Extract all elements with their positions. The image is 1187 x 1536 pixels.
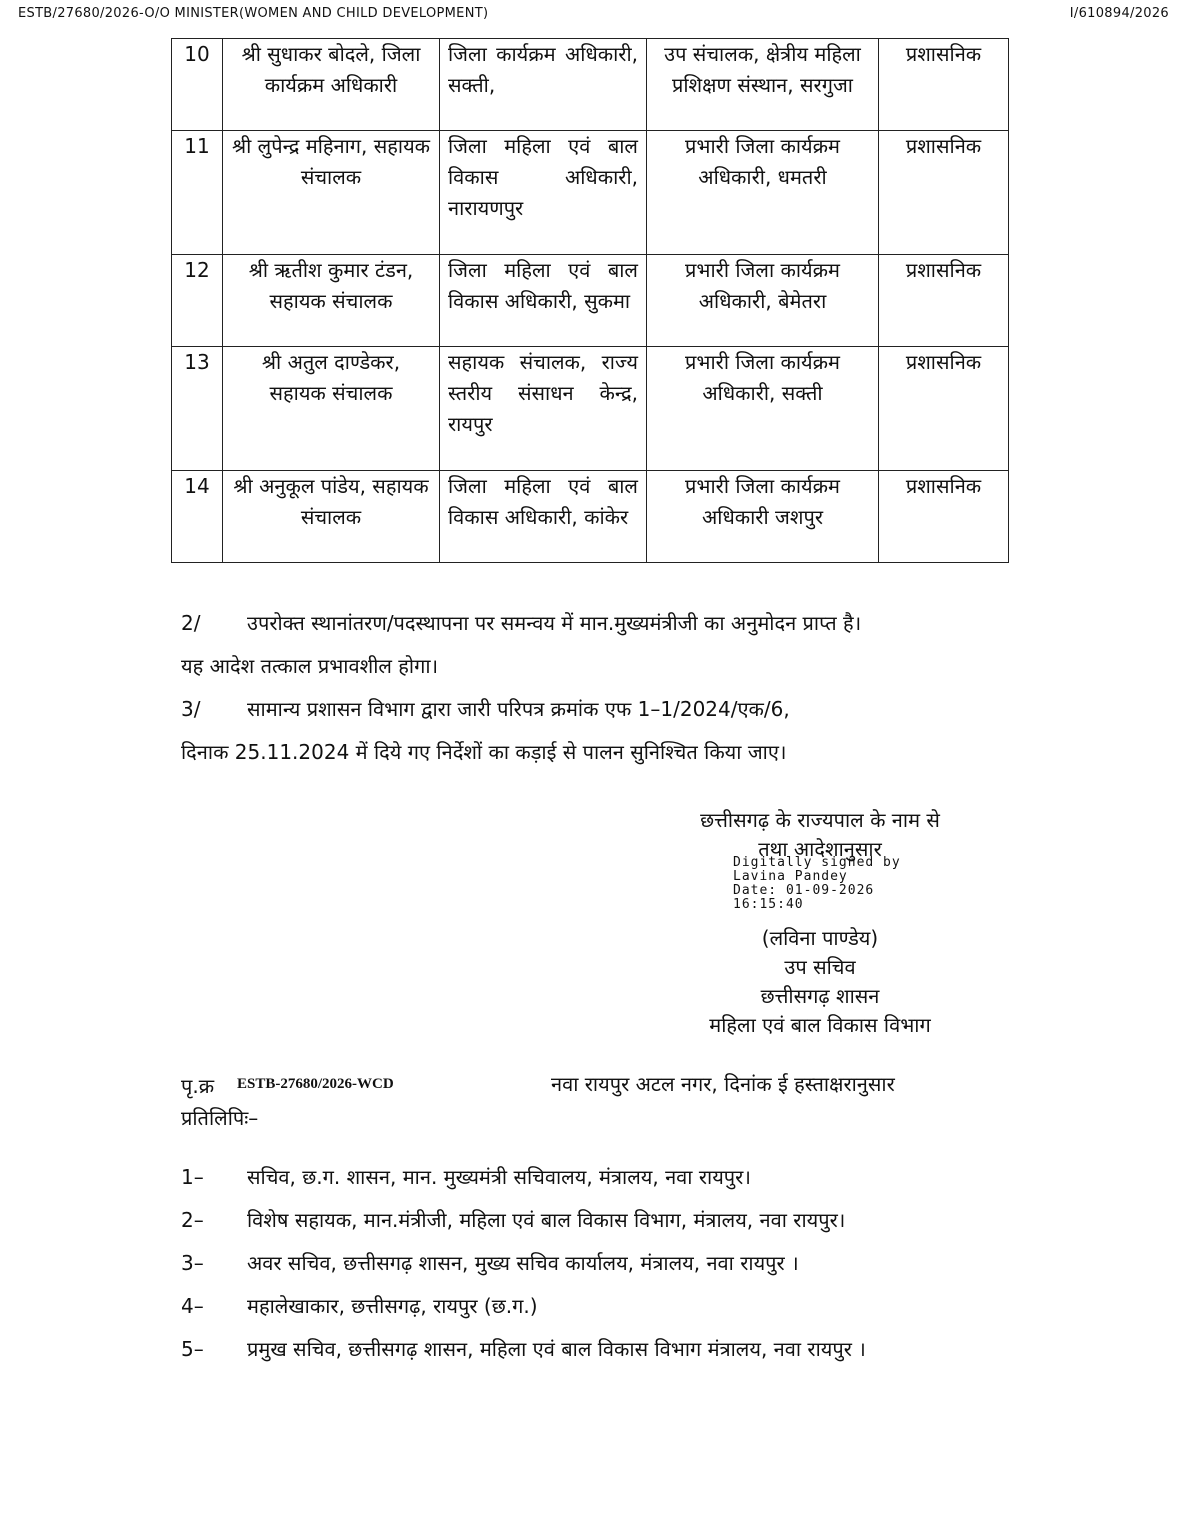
- list-text: सचिव, छ.ग. शासन, मान. मुख्यमंत्री सचिवालय, मंत्रालय, नवा रायपुर।: [247, 1165, 751, 1189]
- table-row: [172, 471, 1009, 563]
- table-row: [172, 131, 1009, 255]
- paragraph-number: 2/: [181, 611, 201, 635]
- serial-number: 13: [172, 347, 223, 471]
- transfer-type: प्रशासनिक: [879, 39, 1009, 131]
- table-row: [172, 347, 1009, 471]
- officer-name: श्री लुपेन्द्र महिनाग, सहायक संचालक: [223, 131, 440, 255]
- signature-line-2: तथा आदेशानुसार: [758, 837, 882, 861]
- digital-signature-line: Digitally signed by: [733, 855, 901, 870]
- header-doc-id: I/610894/2026: [1069, 6, 1169, 21]
- copy-list: [181, 1156, 1021, 1371]
- paragraph-3: [181, 688, 1007, 774]
- signatory-department: महिला एवं बाल विकास विभाग: [709, 1013, 931, 1037]
- current-posting: जिला महिला एवं बाल विकास अधिकारी, कांकेर: [440, 471, 647, 563]
- endorsement-prefix: पृ.क्र: [181, 1074, 215, 1098]
- serial-number: 14: [172, 471, 223, 563]
- new-posting: प्रभारी जिला कार्यक्रम अधिकारी, धमतरी: [647, 131, 879, 255]
- list-text: महालेखाकार, छत्तीसगढ़, रायपुर (छ.ग.): [247, 1294, 538, 1318]
- list-number: 1–: [181, 1165, 204, 1189]
- header-file-ref: ESTB/27680/2026-O/O MINISTER(WOMEN AND CHILD DEVELOPMENT): [18, 6, 489, 21]
- place-date: नवा रायपुर अटल नगर, दिनांक ई हस्ताक्षरानुसार: [551, 1072, 895, 1096]
- paragraph-text: उपरोक्त स्थानांतरण/पदस्थापना पर समन्वय में मान.मुख्यमंत्रीजी का अनुमोदन प्राप्त है।: [247, 611, 862, 635]
- current-posting: जिला महिला एवं बाल विकास अधिकारी, नारायणपुर: [440, 131, 647, 255]
- table-row: [172, 255, 1009, 347]
- serial-number: 12: [172, 255, 223, 347]
- list-text: विशेष सहायक, मान.मंत्रीजी, महिला एवं बाल विकास विभाग, मंत्रालय, नवा रायपुर।: [247, 1208, 846, 1232]
- list-item: [181, 1199, 1021, 1242]
- digital-signature-line: Date: 01-09-2026: [733, 883, 875, 898]
- paragraph-text: सामान्य प्रशासन विभाग द्वारा जारी परिपत्र क्रमांक एफ 1–1/2024/एक/6,: [247, 697, 790, 721]
- paragraph-text: दिनाक 25.11.2024 में दिये गए निर्देशों का कड़ाई से पालन सुनिश्चित किया जाए।: [181, 740, 787, 764]
- new-posting: प्रभारी जिला कार्यक्रम अधिकारी, सक्ती: [647, 347, 879, 471]
- current-posting: जिला महिला एवं बाल विकास अधिकारी, सुकमा: [440, 255, 647, 347]
- serial-number: 10: [172, 39, 223, 131]
- transfer-table: [171, 38, 1009, 563]
- signatory-block: [620, 924, 1020, 1040]
- serial-number: 11: [172, 131, 223, 255]
- digital-signature-stamp: [733, 856, 901, 912]
- digital-signature-line: Lavina Pandey: [733, 869, 848, 884]
- transfer-type: प्रशासनिक: [879, 347, 1009, 471]
- transfer-type: प्रशासनिक: [879, 131, 1009, 255]
- transfer-type: प्रशासनिक: [879, 255, 1009, 347]
- copy-to-label: प्रतिलिपिः–: [181, 1106, 259, 1130]
- officer-name: श्री अतुल दाण्डेकर, सहायक संचालक: [223, 347, 440, 471]
- transfer-type: प्रशासनिक: [879, 471, 1009, 563]
- endorsement-code: ESTB-27680/2026-WCD: [237, 1076, 394, 1092]
- paragraph-2: [181, 602, 1007, 688]
- new-posting: प्रभारी जिला कार्यक्रम अधिकारी जशपुर: [647, 471, 879, 563]
- signatory-name: (लविना पाण्डेय): [761, 926, 879, 950]
- list-item: [181, 1285, 1021, 1328]
- officer-name: श्री अनुकूल पांडेय, सहायक संचालक: [223, 471, 440, 563]
- list-text: प्रमुख सचिव, छत्तीसगढ़ शासन, महिला एवं बाल विकास विभाग मंत्रालय, नवा रायपुर ।: [247, 1337, 866, 1361]
- list-number: 5–: [181, 1337, 204, 1361]
- paragraph-text: यह आदेश तत्काल प्रभावशील होगा।: [181, 654, 439, 678]
- list-number: 3–: [181, 1251, 204, 1275]
- officer-name: श्री सुधाकर बोदले, जिला कार्यक्रम अधिकारी: [223, 39, 440, 131]
- list-number: 2–: [181, 1208, 204, 1232]
- signatory-designation: उप सचिव: [784, 955, 856, 979]
- paragraph-number: 3/: [181, 697, 201, 721]
- list-item: [181, 1242, 1021, 1285]
- digital-signature-line: 16:15:40: [733, 897, 804, 912]
- list-item: [181, 1328, 1021, 1371]
- officer-name: श्री ऋतीश कुमार टंडन, सहायक संचालक: [223, 255, 440, 347]
- list-text: अवर सचिव, छत्तीसगढ़ शासन, मुख्य सचिव कार्यालय, मंत्रालय, नवा रायपुर ।: [247, 1251, 799, 1275]
- current-posting: जिला कार्यक्रम अधिकारी, सक्ती,: [440, 39, 647, 131]
- list-number: 4–: [181, 1294, 204, 1318]
- new-posting: उप संचालक, क्षेत्रीय महिला प्रशिक्षण संस्थान, सरगुजा: [647, 39, 879, 131]
- signature-line-1: छत्तीसगढ़ के राज्यपाल के नाम से: [700, 808, 940, 832]
- list-item: [181, 1156, 1021, 1199]
- table-row: [172, 39, 1009, 131]
- current-posting: सहायक संचालक, राज्य स्तरीय संसाधन केन्द्र, रायपुर: [440, 347, 647, 471]
- new-posting: प्रभारी जिला कार्यक्रम अधिकारी, बेमेतरा: [647, 255, 879, 347]
- signatory-government: छत्तीसगढ़ शासन: [760, 984, 880, 1008]
